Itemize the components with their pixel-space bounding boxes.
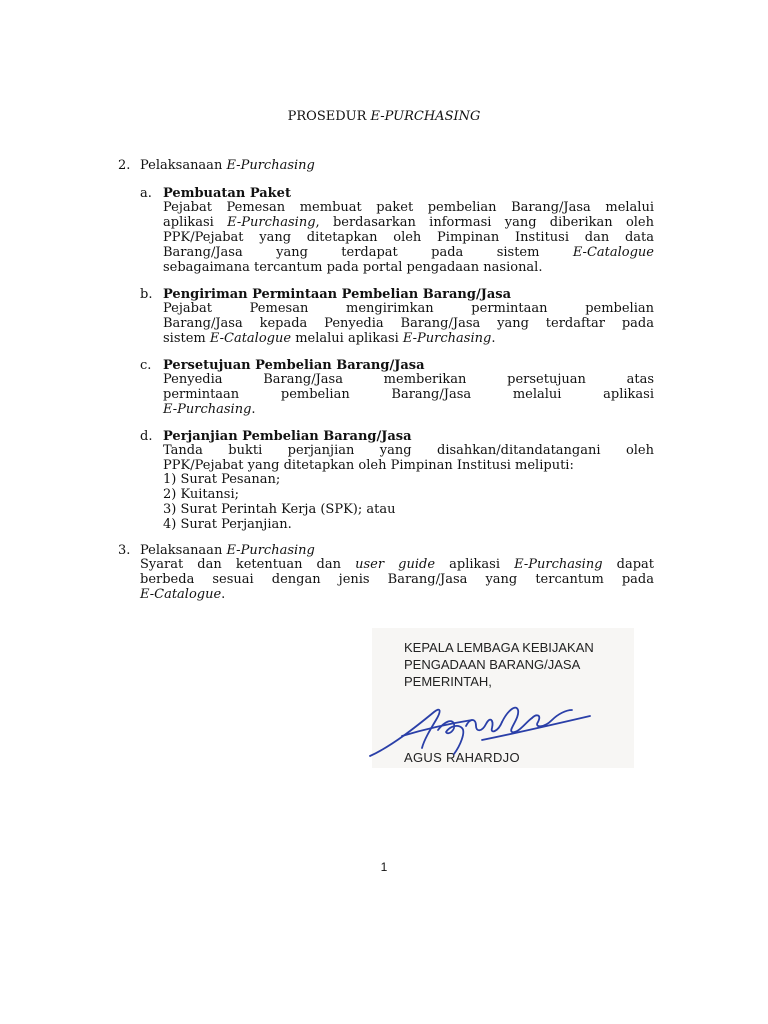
- text-run: aplikasi: [163, 215, 228, 230]
- signatory-title: [404, 639, 594, 690]
- text-run: .: [251, 402, 256, 417]
- section-number: 3.: [118, 543, 131, 558]
- title-italic-text: E-PURCHASING: [370, 109, 481, 124]
- handwritten-signature: [362, 696, 602, 766]
- section-label-italic: E-Purchasing: [226, 543, 315, 558]
- italic-text: user guide: [355, 557, 436, 572]
- paragraph-line: sebagaimana tercantum pada portal pengadaan nasional.: [163, 260, 543, 275]
- subsection-letter: a.: [140, 186, 152, 201]
- section-label-italic: E-Purchasing: [226, 158, 315, 173]
- signatory-title-line: PEMERINTAH,: [404, 674, 492, 689]
- paragraph-line: Penyedia Barang/Jasa memberikan persetujuan atas: [163, 372, 654, 387]
- text-run: sistem: [163, 331, 210, 346]
- text-run: , berdasarkan informasi yang diberikan oleh: [315, 215, 655, 230]
- italic-text: E-Purchasing: [514, 557, 603, 572]
- subsection-title: Perjanjian Pembelian Barang/Jasa: [163, 429, 412, 444]
- page-title: [0, 109, 768, 124]
- paragraph-line: [163, 245, 654, 260]
- list-item: 4) Surat Perjanjian.: [163, 517, 292, 532]
- italic-text: E-Catalogue: [572, 245, 654, 260]
- paragraph-line: [140, 587, 654, 602]
- signatory-name: AGUS RAHARDJO: [404, 750, 520, 765]
- paragraph-line: [163, 331, 654, 346]
- subsection-b-heading: [140, 287, 511, 302]
- signatory-title-line: PENGADAAN BARANG/JASA: [404, 657, 581, 672]
- paragraph-line: [163, 215, 654, 230]
- italic-text: E-Purchasing: [402, 331, 492, 346]
- italic-text: E-Purchasing: [227, 215, 316, 230]
- paragraph-line: Pejabat Pemesan membuat paket pembelian Barang/Jasa melalui: [163, 200, 654, 215]
- text-run: melalui aplikasi: [291, 331, 403, 346]
- text-run: .: [491, 331, 496, 346]
- section-3-paragraph: [140, 557, 654, 602]
- paragraph-line: [140, 557, 654, 572]
- signatory-title-line: KEPALA LEMBAGA KEBIJAKAN: [404, 640, 594, 655]
- subsection-letter: c.: [140, 358, 152, 373]
- paragraph-line: permintaan pembelian Barang/Jasa melalui aplikasi: [163, 387, 654, 402]
- subsection-d-heading: [140, 429, 412, 444]
- section-3-heading: [118, 543, 315, 558]
- paragraph-line: [163, 402, 654, 417]
- text-run: dapat: [602, 557, 654, 572]
- section-2-heading: [118, 158, 315, 173]
- subsection-a-paragraph: [163, 200, 654, 275]
- title-text: PROSEDUR: [287, 109, 371, 124]
- subsection-a-heading: [140, 186, 291, 201]
- subsection-b-paragraph: [163, 301, 654, 346]
- text-run: .: [221, 587, 226, 602]
- text-run: Syarat dan ketentuan dan: [140, 557, 356, 572]
- subsection-letter: b.: [140, 287, 153, 302]
- section-label: Pelaksanaan: [140, 158, 227, 173]
- page-number: 1: [380, 860, 388, 874]
- text-run: aplikasi: [435, 557, 515, 572]
- paragraph-line: berbeda sesuai dengan jenis Barang/Jasa yang tercantum pada: [140, 572, 654, 587]
- subsection-title: Pengiriman Permintaan Pembelian Barang/Jasa: [163, 287, 512, 302]
- subsection-c-heading: [140, 358, 425, 373]
- section-number: 2.: [118, 158, 131, 173]
- subsection-letter: d.: [140, 429, 153, 444]
- document-list: [163, 472, 395, 532]
- italic-text: E-Catalogue: [140, 587, 222, 602]
- text-run: Barang/Jasa yang terdapat pada sistem: [163, 245, 573, 260]
- paragraph-line: Pejabat Pemesan mengirimkan permintaan pembelian: [163, 301, 654, 316]
- paragraph-line: Tanda bukti perjanjian yang disahkan/ditandatangani oleh: [163, 443, 654, 458]
- subsection-title: Persetujuan Pembelian Barang/Jasa: [163, 358, 425, 373]
- section-label: Pelaksanaan: [140, 543, 227, 558]
- paragraph-line: PPK/Pejabat yang ditetapkan oleh Pimpinan Institusi dan data: [163, 230, 654, 245]
- paragraph-line: PPK/Pejabat yang ditetapkan oleh Pimpinan Institusi meliputi:: [163, 458, 574, 473]
- list-item: 2) Kuitansi;: [163, 487, 239, 502]
- italic-text: E-Purchasing: [163, 402, 252, 417]
- subsection-d-paragraph: [163, 443, 654, 473]
- italic-text: E-Catalogue: [209, 331, 292, 346]
- list-item: 3) Surat Perintah Kerja (SPK); atau: [163, 502, 396, 517]
- subsection-c-paragraph: [163, 372, 654, 417]
- subsection-title: Pembuatan Paket: [163, 186, 291, 201]
- list-item: 1) Surat Pesanan;: [163, 472, 281, 487]
- paragraph-line: Barang/Jasa kepada Penyedia Barang/Jasa yang terdaftar pada: [163, 316, 654, 331]
